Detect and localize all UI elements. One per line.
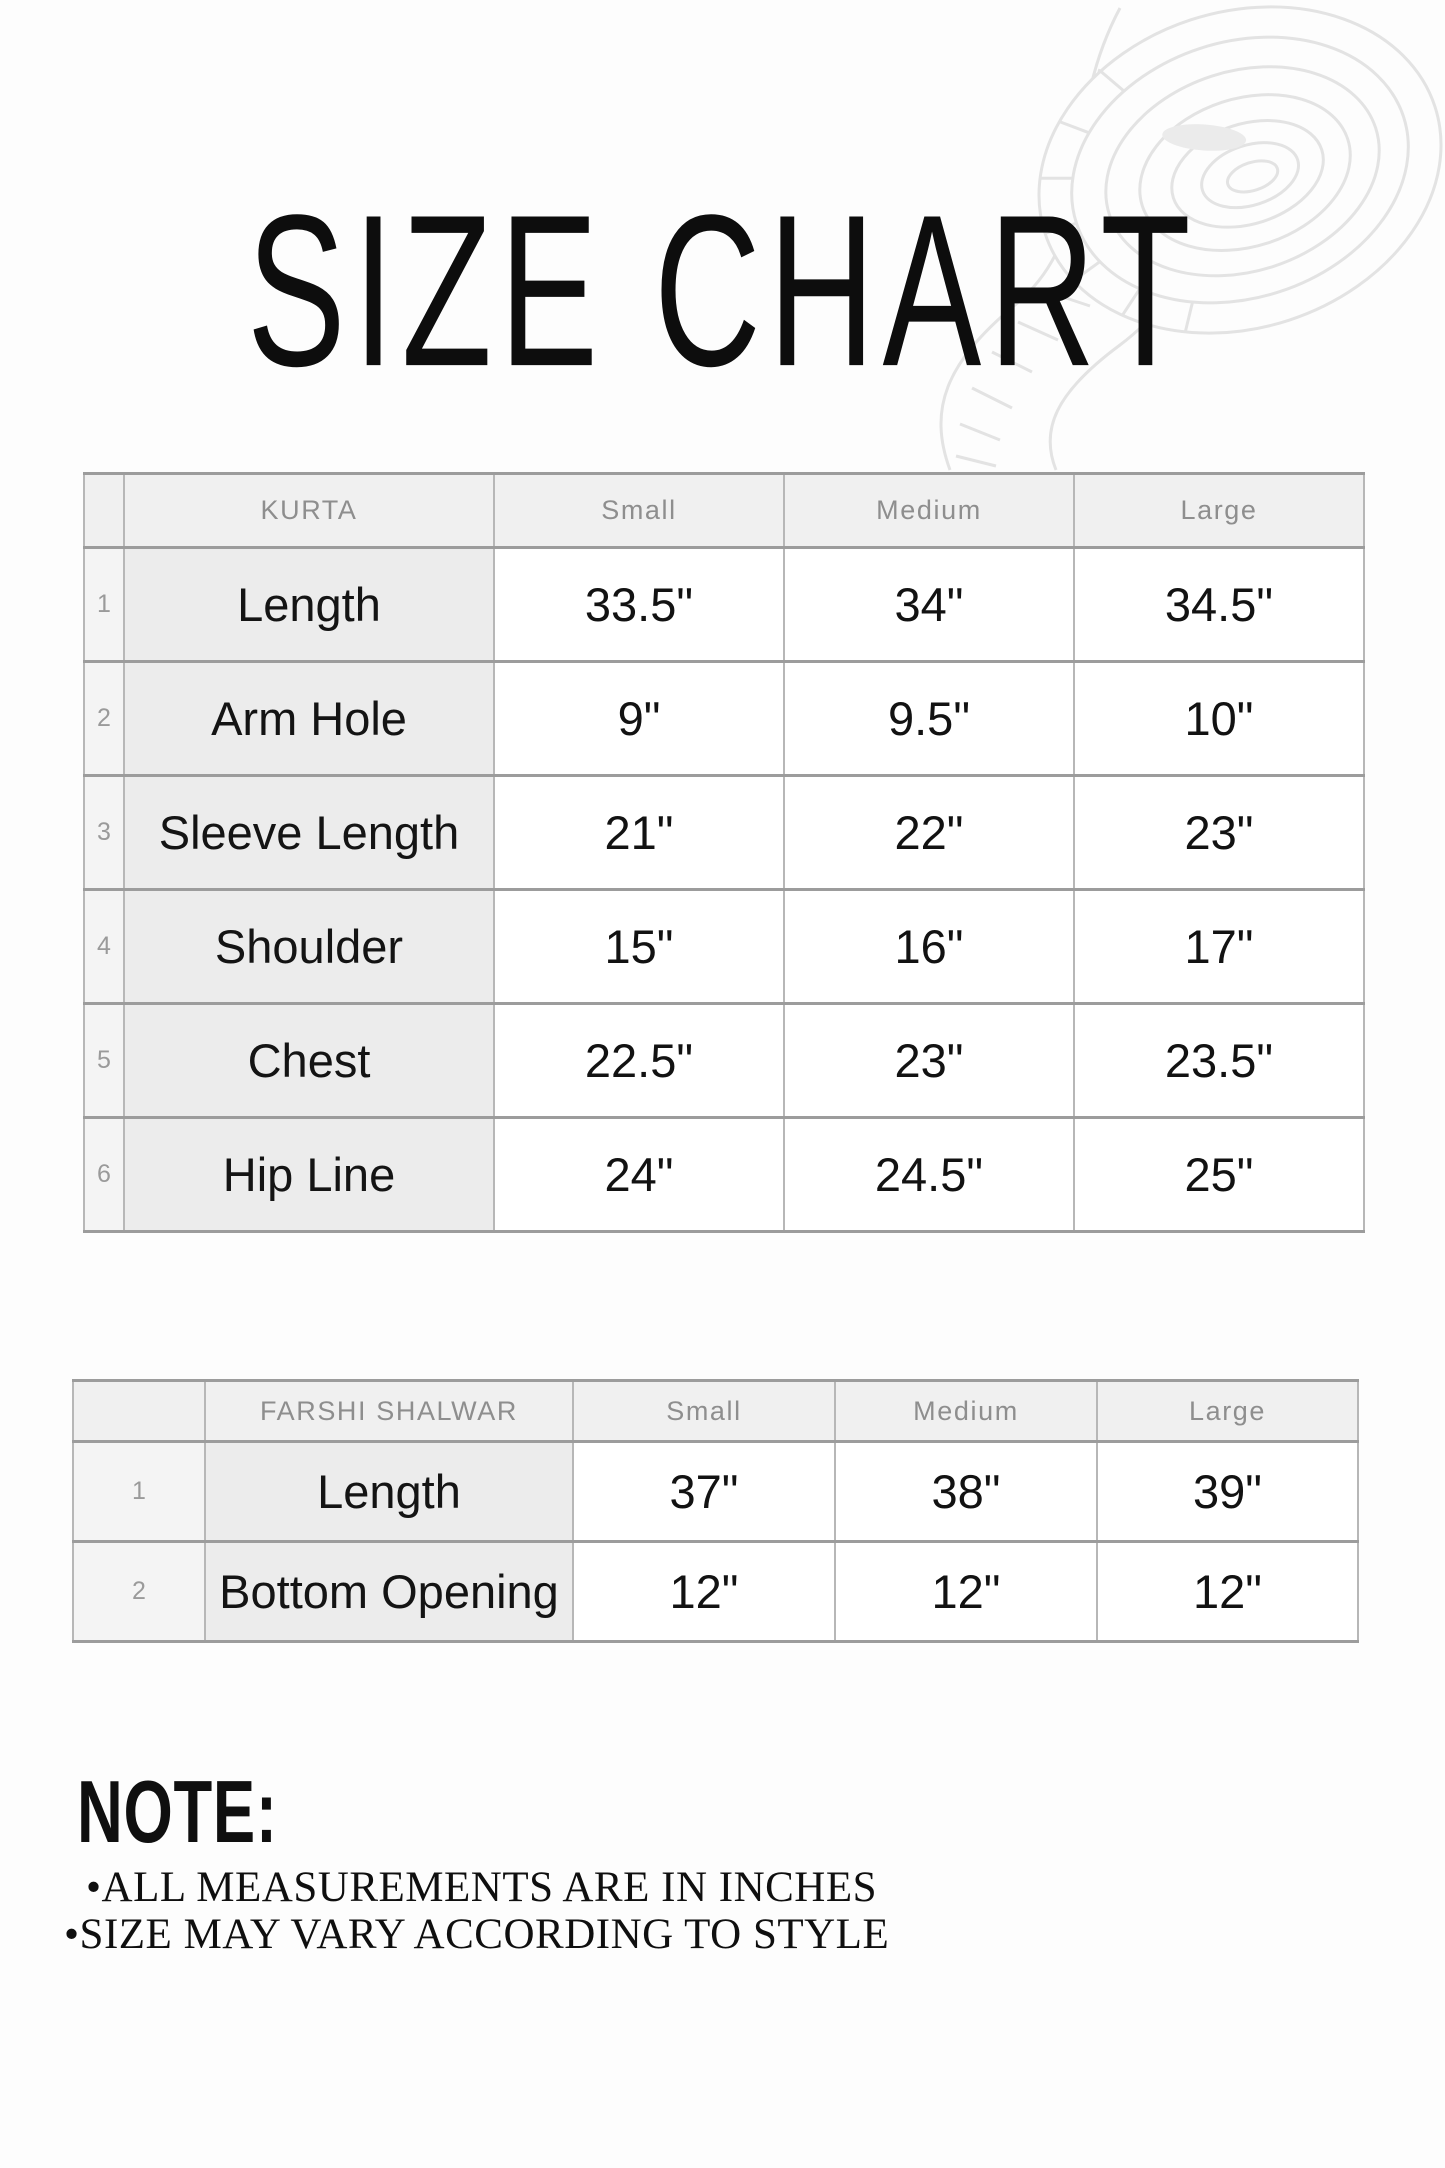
table-row — [84, 662, 1364, 776]
value-small: 9" — [494, 662, 784, 776]
table-row — [84, 548, 1364, 662]
farshi-shalwar-size-table — [72, 1379, 1359, 1643]
value-small: 24" — [494, 1118, 784, 1232]
value-medium: 12" — [835, 1542, 1097, 1642]
measurement-label: Bottom Opening — [205, 1542, 573, 1642]
row-number: 2 — [73, 1542, 205, 1642]
row-number: 4 — [84, 890, 124, 1004]
value-large: 17" — [1074, 890, 1364, 1004]
table-row — [84, 1004, 1364, 1118]
table-row — [84, 776, 1364, 890]
value-large: 12" — [1097, 1542, 1358, 1642]
row-number: 1 — [84, 548, 124, 662]
measurement-label: Length — [124, 548, 494, 662]
farshi-header-index — [73, 1381, 205, 1442]
value-large: 25" — [1074, 1118, 1364, 1232]
value-medium: 22" — [784, 776, 1074, 890]
farshi-header-medium: Medium — [835, 1381, 1097, 1442]
kurta-header-row — [84, 474, 1364, 548]
kurta-size-table — [83, 472, 1365, 1233]
value-medium: 16" — [784, 890, 1074, 1004]
value-large: 23" — [1074, 776, 1364, 890]
kurta-header-medium: Medium — [784, 474, 1074, 548]
value-small: 15" — [494, 890, 784, 1004]
kurta-header-small: Small — [494, 474, 784, 548]
kurta-header-large: Large — [1074, 474, 1364, 548]
measurement-label: Length — [205, 1442, 573, 1542]
kurta-header-item: KURTA — [124, 474, 494, 548]
measurement-label: Hip Line — [124, 1118, 494, 1232]
value-medium: 38" — [835, 1442, 1097, 1542]
farshi-header-small: Small — [573, 1381, 835, 1442]
note-heading: NOTE: — [77, 1762, 278, 1861]
table-row — [73, 1542, 1358, 1642]
value-large: 10" — [1074, 662, 1364, 776]
measurement-label: Arm Hole — [124, 662, 494, 776]
measurement-label: Shoulder — [124, 890, 494, 1004]
note-bullet: •ALL MEASUREMENTS ARE IN INCHES — [86, 1864, 878, 1911]
table-row — [84, 1118, 1364, 1232]
value-large: 34.5" — [1074, 548, 1364, 662]
table-row — [73, 1442, 1358, 1542]
value-small: 33.5" — [494, 548, 784, 662]
page-title: SIZE CHART — [246, 170, 1199, 412]
value-small: 22.5" — [494, 1004, 784, 1118]
row-number: 1 — [73, 1442, 205, 1542]
row-number: 6 — [84, 1118, 124, 1232]
value-small: 21" — [494, 776, 784, 890]
value-medium: 34" — [784, 548, 1074, 662]
farshi-header-row — [73, 1381, 1358, 1442]
row-number: 2 — [84, 662, 124, 776]
measurement-label: Chest — [124, 1004, 494, 1118]
value-large: 39" — [1097, 1442, 1358, 1542]
value-small: 37" — [573, 1442, 835, 1542]
value-medium: 23" — [784, 1004, 1074, 1118]
row-number: 5 — [84, 1004, 124, 1118]
farshi-header-item: FARSHI SHALWAR — [205, 1381, 573, 1442]
note-bullet: •SIZE MAY VARY ACCORDING TO STYLE — [64, 1911, 890, 1958]
value-medium: 24.5" — [784, 1118, 1074, 1232]
measurement-label: Sleeve Length — [124, 776, 494, 890]
table-row — [84, 890, 1364, 1004]
row-number: 3 — [84, 776, 124, 890]
value-small: 12" — [573, 1542, 835, 1642]
kurta-header-index — [84, 474, 124, 548]
farshi-header-large: Large — [1097, 1381, 1358, 1442]
value-large: 23.5" — [1074, 1004, 1364, 1118]
value-medium: 9.5" — [784, 662, 1074, 776]
note-section — [64, 1762, 890, 1958]
